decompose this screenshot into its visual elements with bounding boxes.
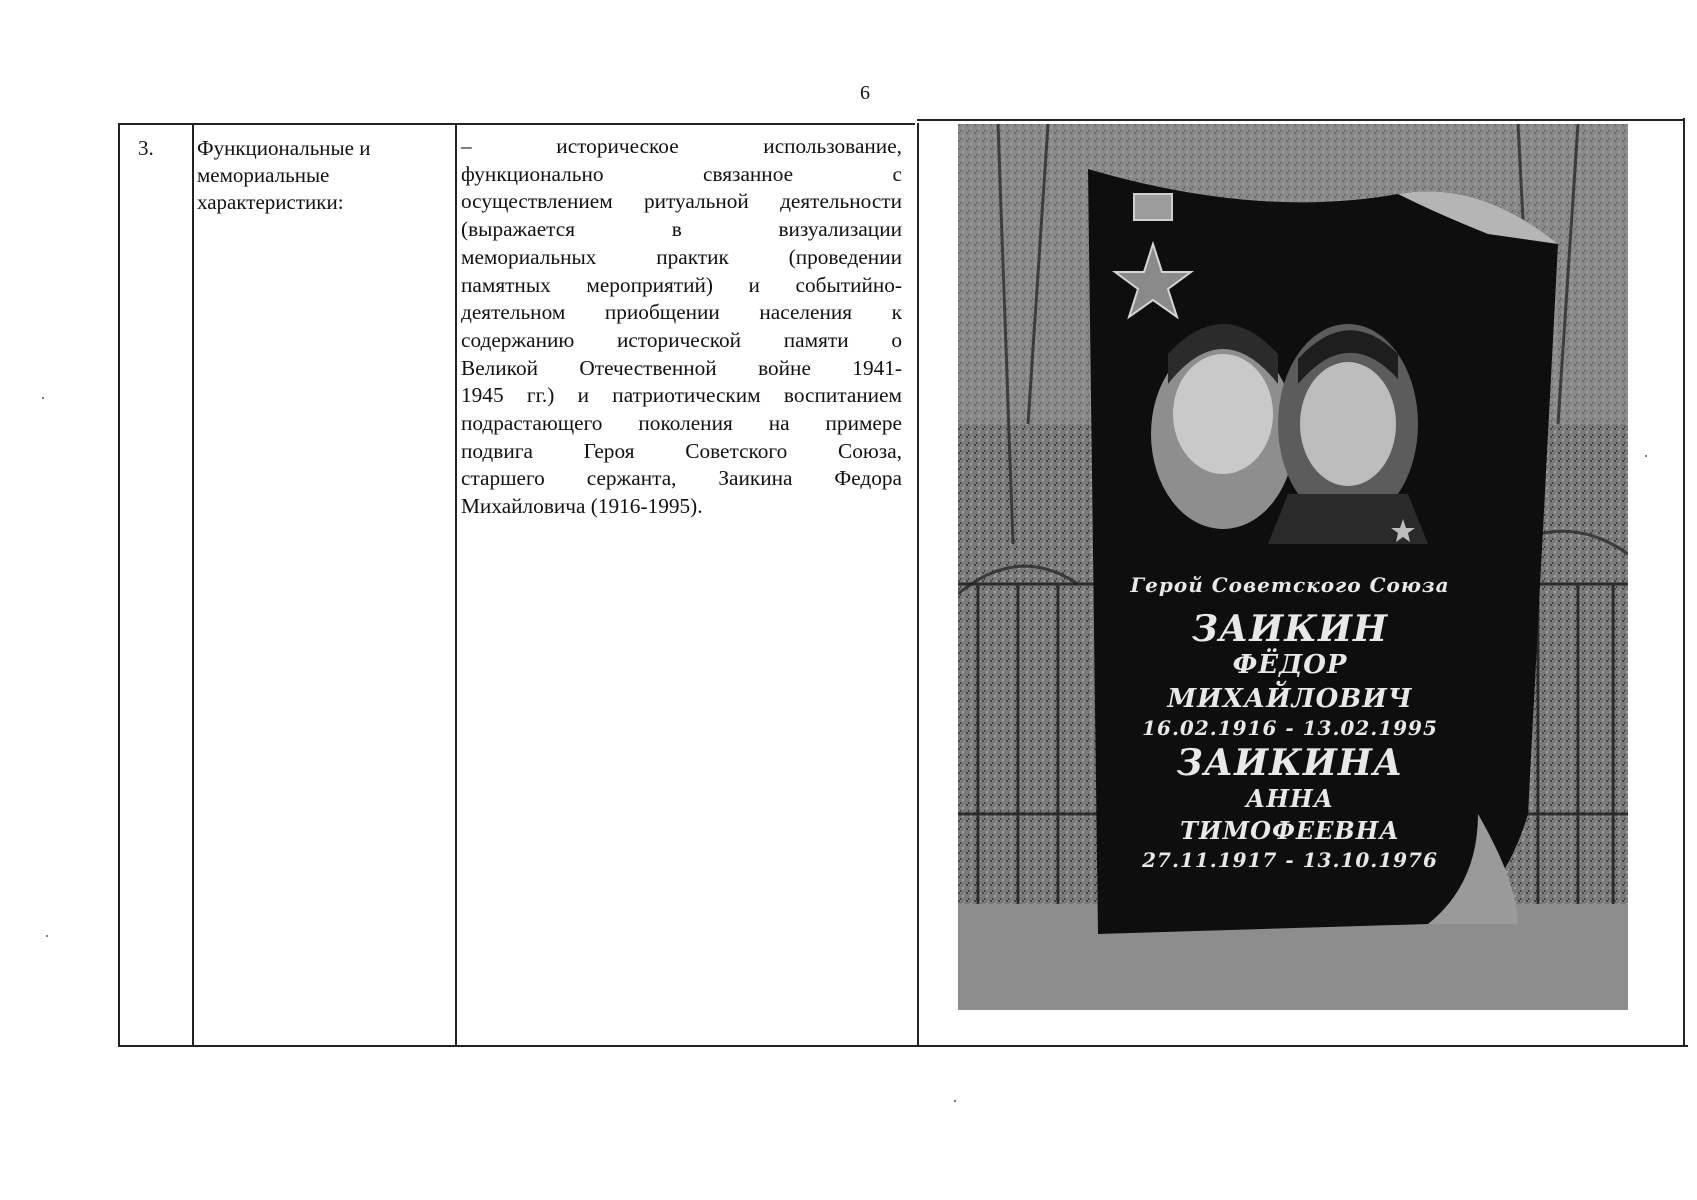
scan-speck — [42, 397, 44, 399]
description-line: мемориальных практик (проведении — [461, 244, 902, 269]
monument-name1-surname: ЗАИКИН — [1191, 608, 1389, 650]
row-title: Функциональные и мемориальные характеристики: — [197, 136, 371, 214]
monument-name1-first: ФЁДОР — [1232, 650, 1348, 680]
description-line: памятных мероприятий) и событийно- — [461, 272, 902, 297]
scan-speck — [1645, 455, 1647, 457]
description-line: деятельном приобщении населения к — [461, 300, 902, 325]
description-line: старшего сержанта, Заикина Федора — [461, 466, 902, 491]
monument-title-line: Герой Советского Союза — [1130, 573, 1450, 597]
description-line: осуществлением ритуальной деятельности — [461, 189, 902, 214]
column-divider-1 — [192, 123, 194, 1046]
description-line: Великой Отечественной войне 1941- — [461, 355, 902, 380]
description-line: подрастающего поколения на примере — [461, 411, 902, 436]
row-number: 3. — [138, 136, 154, 160]
monument-photo — [958, 124, 1628, 1010]
photo-top-border — [917, 119, 1684, 121]
description-line: 1945 гг.) и патриотическим воспитанием — [461, 383, 902, 408]
monument-name2-patronymic: ТИМОФЕЕВНА — [1180, 816, 1400, 845]
monument-photo-drawing — [958, 124, 1628, 1010]
table-right-border — [1683, 118, 1685, 1046]
description-line: – историческое использование, — [461, 134, 902, 158]
table-bottom-border — [118, 1045, 1688, 1047]
monument-name1-patronymic: МИХАЙЛОВИЧ — [1167, 684, 1413, 714]
page-number: 6 — [860, 82, 870, 104]
monument-name2-dates: 27.11.1917 - 13.10.1976 — [1142, 848, 1438, 872]
monument-name2-surname: ЗАИКИНА — [1176, 742, 1404, 784]
monument-name2-first: АННА — [1245, 784, 1335, 813]
column-divider-2 — [455, 123, 457, 1046]
scan-speck — [954, 1100, 956, 1102]
table-top-border — [118, 123, 915, 125]
table-left-border — [118, 123, 120, 1046]
monument-name1-dates: 16.02.1916 - 13.02.1995 — [1142, 716, 1438, 740]
description-line: функционально связанное с — [461, 161, 902, 186]
row-description — [461, 133, 902, 521]
scan-speck — [46, 935, 48, 937]
description-line: содержанию исторической памяти о — [461, 327, 902, 352]
description-line: (выражается в визуализации — [461, 217, 902, 242]
description-line: подвига Героя Советского Союза, — [461, 438, 902, 463]
column-divider-3 — [917, 123, 919, 1046]
description-line: Михайловича (1916-1995). — [461, 494, 703, 519]
